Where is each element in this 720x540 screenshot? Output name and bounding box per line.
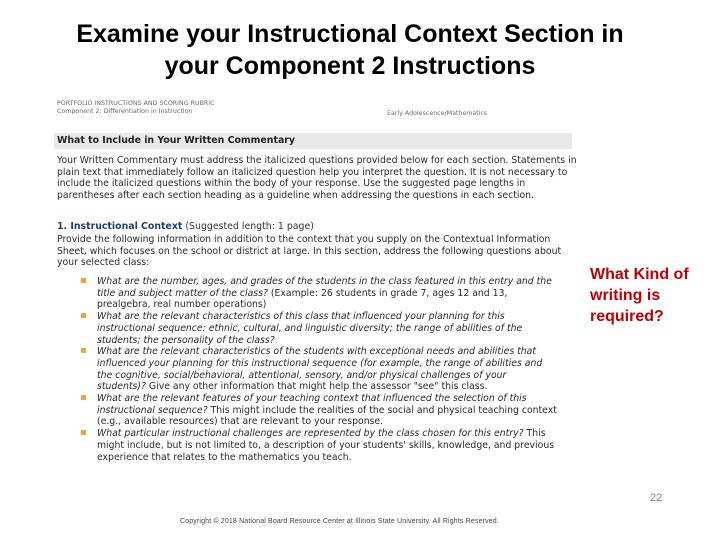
document-header-left: [57, 100, 215, 116]
slide-title-line-2: your Component 2 Instructions: [164, 52, 536, 80]
header-component: Component 2: Differentiation in Instruction: [57, 108, 193, 115]
sub-heading-title: 1. Instructional Context: [57, 221, 183, 232]
question-text: What particular instructional challenges are represented by the class chosen for this entry?: [97, 428, 524, 440]
document-header: [57, 100, 577, 122]
intro-paragraph: Your Written Commentary must address the italicized questions provided below for each section. Statements in plain text that immediately follow an italicized question help you interpret the question. It is not necessary to include the italicized questions within the body of your response. Use the suggested page lengths in parentheses after each section heading as a guideline when addressing the questions in each section.: [57, 155, 577, 201]
slide-title: [10, 18, 690, 82]
question-note: (Example: 26 students in grade 7, ages 12 and 13, prealgebra, real number operations): [97, 287, 508, 311]
square-bullet-icon: [81, 313, 86, 318]
list-item: [57, 276, 557, 311]
question-text: What are the relevant features of your teaching context that influenced the selection of this instructional sequence?: [97, 393, 527, 416]
header-certificate: Early Adolescence/Mathematics: [387, 110, 488, 117]
question-note: This might include the realities of the social and physical teaching context (e.g., available resources) that are relevant to your response.: [97, 404, 557, 428]
list-item: [57, 346, 557, 393]
question-text: What are the relevant characteristics of this class that influenced your planning for this instructional sequence: ethnic, cultural, and linguistic diversity; the range of abilities of the students; the personality of the class?: [97, 311, 523, 346]
section-heading: What to Include in Your Written Commentary: [54, 133, 572, 149]
list-item: [57, 311, 557, 346]
square-bullet-icon: [81, 348, 86, 353]
slide-title-line-1: Examine your Instructional Context Section in: [76, 20, 624, 48]
provide-paragraph: Provide the following information in addition to the context that you supply on the Contextual Information Sheet, which focuses on the school or district at large. In this section, address the following questions about your selected class:: [57, 234, 562, 269]
page-number: 22: [650, 492, 663, 504]
side-note-line-3: required?: [590, 308, 664, 325]
side-note-callout: [590, 264, 715, 327]
sub-heading-length: (Suggested length: 1 page): [185, 221, 314, 232]
document-excerpt: [57, 100, 577, 463]
instructional-context-heading: [57, 221, 314, 233]
question-text: What are the number, ages, and grades of the students in the class featured in this entry and the title and subject matter of the class?: [97, 276, 552, 299]
list-item: [57, 393, 557, 428]
question-note: This might include, but is not limited to, a description of your students' skills, knowledge, and previous experience that relates to the mathematics you teach.: [97, 428, 555, 463]
copyright-footer: Copyright © 2018 National Board Resource Center at Illinois State University. All Rights Reserved.: [180, 518, 499, 525]
question-list: [57, 276, 557, 463]
square-bullet-icon: [81, 395, 86, 400]
side-note-line-2: writing is: [590, 287, 661, 304]
square-bullet-icon: [81, 278, 86, 283]
square-bullet-icon: [81, 430, 86, 435]
header-portfolio: PORTFOLIO INSTRUCTIONS AND SCORING RUBRIC: [57, 100, 215, 107]
question-text: What are the relevant characteristics of the students with exceptional needs and abilities that influenced your planning for this instructional sequence (for example, the range of abilities and the cognitive, social/behavioral, attentional, sensory, and/or physical challenges of your students)?: [97, 346, 543, 393]
question-note: Give any other information that might help the assessor "see" this class.: [148, 381, 488, 393]
list-item: [57, 428, 557, 463]
side-note-line-1: What Kind of: [590, 266, 689, 283]
